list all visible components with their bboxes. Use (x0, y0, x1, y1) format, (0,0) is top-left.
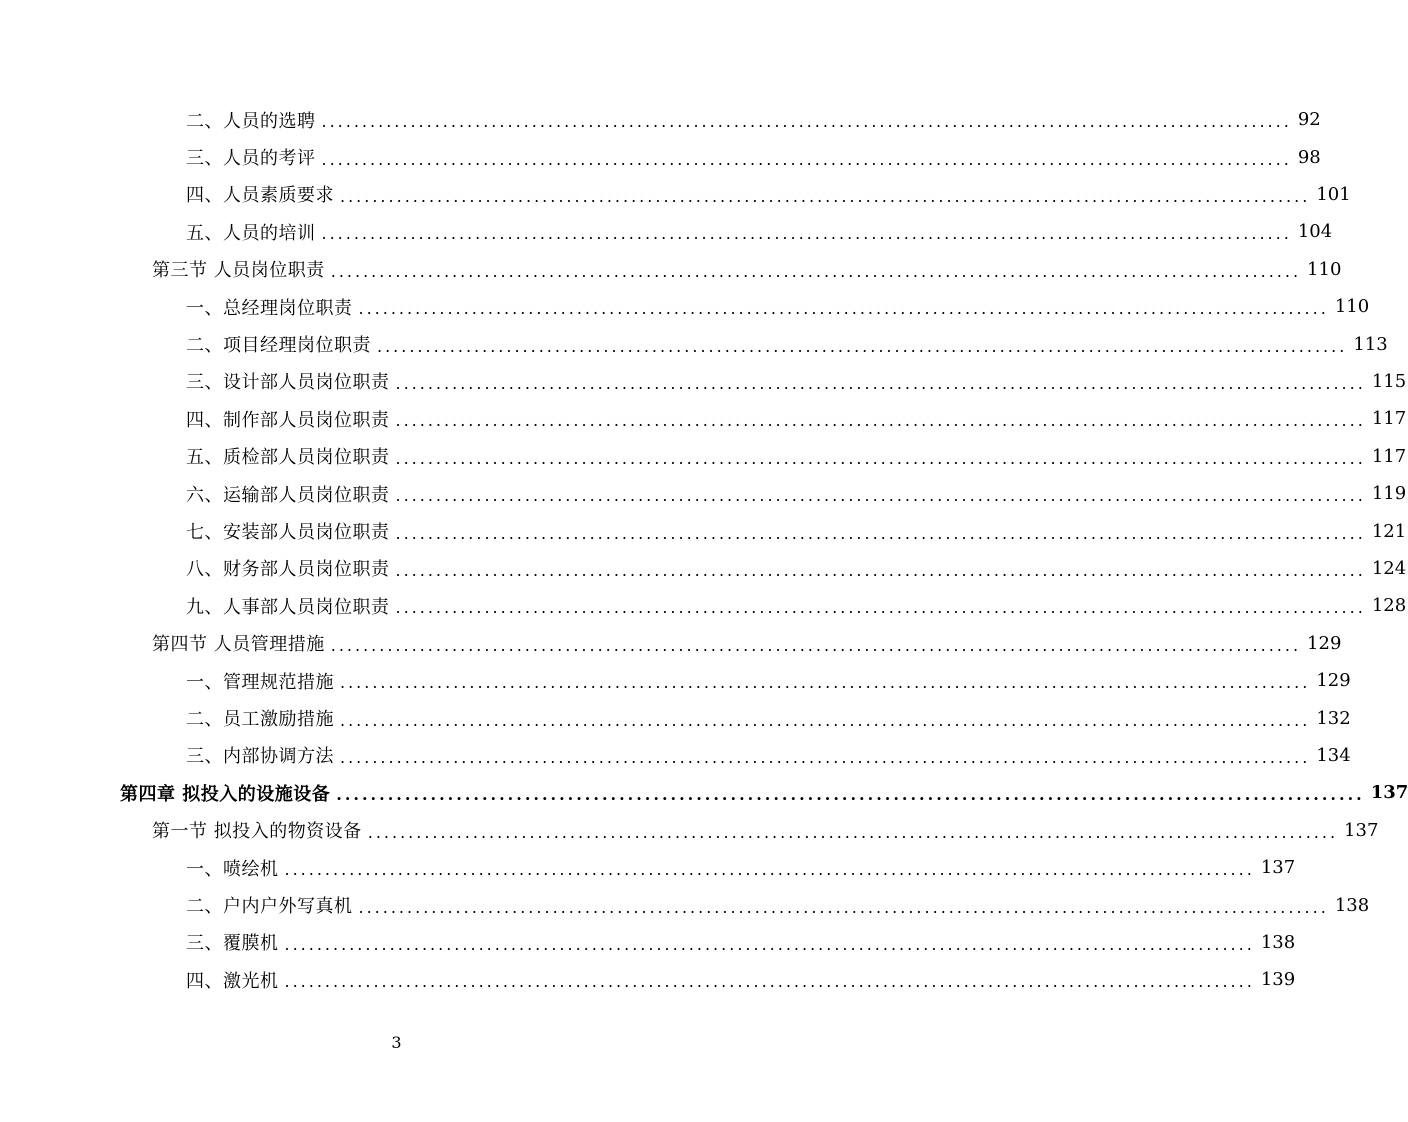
toc-entry-title: 六、运输部人员岗位职责 (186, 484, 390, 506)
toc-leader-dots: ........................................................................................................................ (321, 224, 1292, 244)
toc-entry-page: 117 (1371, 408, 1407, 430)
toc-entry[interactable] (120, 774, 1408, 811)
toc-entry[interactable] (186, 213, 1333, 250)
toc-entry[interactable] (186, 849, 1296, 886)
toc-entry-title: 五、人员的培训 (186, 222, 316, 244)
toc-entry[interactable] (186, 512, 1407, 549)
toc-leader-dots: ........................................................................................................................ (395, 560, 1366, 580)
toc-entry-title: 三、覆膜机 (186, 933, 279, 955)
toc-entry-page: 128 (1371, 595, 1407, 617)
toc-entry[interactable] (186, 475, 1407, 512)
toc-entry-page: 119 (1371, 483, 1407, 505)
toc-entry-page: 129 (1316, 670, 1351, 692)
toc-leader-dots: ........................................................................................................................ (330, 261, 1302, 281)
toc-entry-page: 113 (1353, 333, 1388, 355)
toc-entry-page: 137 (1260, 857, 1296, 879)
toc-entry-page: 138 (1334, 894, 1370, 916)
toc-entry-title: 一、管理规范措施 (186, 671, 334, 693)
toc-entry-title: 第三节 人员岗位职责 (152, 260, 325, 282)
toc-entry-title: 二、户内户外写真机 (186, 896, 353, 918)
toc-entry-title: 二、项目经理岗位职责 (186, 335, 371, 357)
toc-entry-page: 110 (1307, 258, 1342, 280)
toc-entry-page: 92 (1297, 109, 1321, 131)
toc-leader-dots: ........................................................................................................................ (284, 934, 1255, 954)
toc-entry-page: 104 (1297, 221, 1333, 243)
toc-leader-dots: ........................................................................................................................ (395, 373, 1366, 393)
toc-leader-dots: ........................................................................................................................ (284, 972, 1255, 992)
toc-leader-dots: ........................................................................................................................ (395, 598, 1366, 618)
toc-entry-title: 第一节 拟投入的物资设备 (152, 821, 362, 843)
toc-entry[interactable] (186, 138, 1321, 175)
toc-entry-page: 137 (1344, 819, 1379, 841)
toc-leader-dots: ........................................................................................................................ (367, 822, 1339, 842)
toc-entry-page: 101 (1316, 183, 1351, 205)
toc-entry-page: 134 (1316, 744, 1351, 766)
toc-entry-page: 115 (1371, 370, 1407, 392)
toc-entry[interactable] (186, 662, 1351, 699)
toc-entry[interactable] (186, 550, 1407, 587)
toc-entry[interactable] (186, 886, 1370, 923)
toc-leader-dots: ........................................................................................................................ (395, 411, 1366, 431)
toc-leader-dots: ........................................................................................................................ (340, 747, 1311, 767)
toc-entry-page: 98 (1297, 146, 1321, 168)
toc-leader-dots: ........................................................................................................................ (340, 186, 1311, 206)
toc-entry[interactable] (186, 363, 1407, 400)
toc-entry-title: 二、人员的选聘 (186, 110, 316, 132)
toc-leader-dots: ........................................................................................................................ (395, 486, 1366, 506)
toc-entry-title: 一、总经理岗位职责 (186, 297, 353, 319)
toc-entry-title: 九、人事部人员岗位职责 (186, 596, 390, 618)
toc-leader-dots: ........................................................................................................................ (336, 785, 1365, 805)
toc-entry-page: 138 (1260, 931, 1296, 953)
toc-leader-dots: ........................................................................................................................ (321, 149, 1292, 169)
toc-leader-dots: ........................................................................................................................ (358, 897, 1329, 917)
toc-entry-title: 二、员工激励措施 (186, 709, 334, 731)
toc-entry-title: 三、内部协调方法 (186, 746, 334, 768)
toc-leader-dots: ........................................................................................................................ (330, 635, 1302, 655)
toc-entry[interactable] (186, 101, 1321, 138)
page-number: 3 (391, 1033, 402, 1052)
toc-entry-title: 四、制作部人员岗位职责 (186, 409, 390, 431)
toc-entry[interactable] (186, 176, 1351, 213)
toc-entry[interactable] (186, 699, 1351, 736)
toc-entry-title: 四、激光机 (186, 970, 279, 992)
toc-leader-dots: ........................................................................................................................ (284, 860, 1255, 880)
toc-entry[interactable] (186, 325, 1388, 362)
toc-entry-title: 三、人员的考评 (186, 148, 316, 170)
toc-entry-title: 五、质检部人员岗位职责 (186, 447, 390, 469)
toc-entry[interactable] (152, 251, 1342, 288)
toc-entry[interactable] (152, 625, 1342, 662)
toc-leader-dots: ........................................................................................................................ (321, 112, 1292, 132)
toc-leader-dots: ........................................................................................................................ (377, 336, 1348, 356)
toc-entry[interactable] (186, 400, 1407, 437)
toc-entry[interactable] (152, 812, 1379, 849)
toc-entry[interactable] (186, 961, 1296, 998)
toc-leader-dots: ........................................................................................................................ (395, 448, 1366, 468)
toc-entry[interactable] (186, 924, 1296, 961)
toc-entry[interactable] (186, 288, 1370, 325)
toc-entry-page: 139 (1260, 969, 1296, 991)
toc-entry-page: 137 (1370, 782, 1408, 804)
toc-entry[interactable] (186, 737, 1351, 774)
toc-entry-title: 第四章 拟投入的设施设备 (120, 783, 331, 805)
toc-entry[interactable] (186, 438, 1407, 475)
toc-entry-title: 三、设计部人员岗位职责 (186, 372, 390, 394)
toc-entry-title: 八、财务部人员岗位职责 (186, 559, 390, 581)
toc-entry-page: 129 (1307, 632, 1342, 654)
toc-entry-title: 四、人员素质要求 (186, 185, 334, 207)
toc-leader-dots: ........................................................................................................................ (340, 710, 1311, 730)
toc-entry-page: 124 (1371, 557, 1407, 579)
toc-entry-title: 一、喷绘机 (186, 858, 279, 880)
toc-entry-title: 第四节 人员管理措施 (152, 634, 325, 656)
toc-leader-dots: ........................................................................................................................ (395, 523, 1366, 543)
toc-leader-dots: ........................................................................................................................ (358, 299, 1329, 319)
toc-entry-page: 110 (1334, 296, 1370, 318)
toc-entry-title: 七、安装部人员岗位职责 (186, 522, 390, 544)
toc-entry[interactable] (186, 587, 1407, 624)
toc-entry-page: 117 (1371, 445, 1407, 467)
toc-leader-dots: ........................................................................................................................ (340, 673, 1311, 693)
toc-entry-page: 132 (1316, 707, 1351, 729)
toc-entry-page: 121 (1371, 520, 1407, 542)
